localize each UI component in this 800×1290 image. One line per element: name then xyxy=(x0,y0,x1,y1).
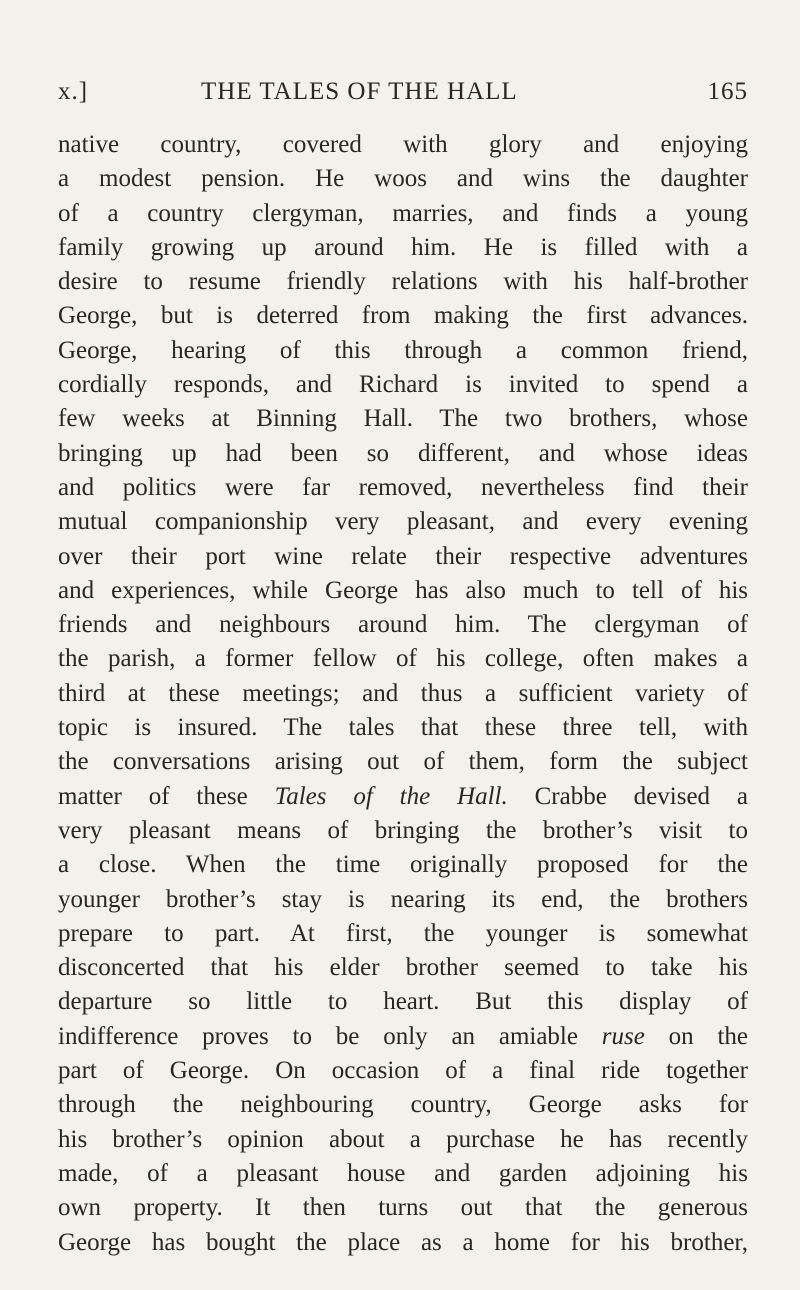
text-line xyxy=(58,540,748,574)
running-title: THE TALES OF THE HALL xyxy=(201,78,518,105)
chapter-marker: x.] xyxy=(58,78,89,105)
text-line xyxy=(58,471,748,505)
text-line xyxy=(58,1054,748,1088)
text-segment: younger brother’s stay is nearing its end, the brothers xyxy=(58,885,748,913)
text-segment: and politics were far removed, nevertheless find their xyxy=(58,473,748,501)
body-paragraph xyxy=(58,128,748,1260)
text-line xyxy=(58,1088,748,1122)
text-segment: few weeks at Binning Hall. The two brothers, whose xyxy=(58,405,748,433)
text-line xyxy=(58,985,748,1019)
text-segment: a modest pension. He woos and wins the daughter xyxy=(58,165,748,193)
text-segment: friends and neighbours around him. The clergyman of xyxy=(58,611,748,639)
text-segment: of a country clergyman, marries, and finds a young xyxy=(58,199,748,227)
text-segment: Crabbe devised a xyxy=(507,782,748,810)
text-segment: cordially responds, and Richard is invited to spend a xyxy=(58,371,748,399)
text-line xyxy=(58,128,748,162)
text-segment: over their port wine relate their respective adventures xyxy=(58,542,748,570)
text-segment: native country, covered with glory and enjoying xyxy=(58,131,748,158)
text-line xyxy=(58,917,748,951)
text-segment: George, hearing of this through a common friend, xyxy=(58,336,748,364)
text-line xyxy=(58,1226,748,1260)
text-line xyxy=(58,780,748,814)
text-segment: through the neighbouring country, George asks for xyxy=(58,1091,748,1119)
text-line xyxy=(58,402,748,436)
text-segment: prepare to part. At first, the younger is somewhat xyxy=(58,919,748,947)
text-segment: George has bought the place as a home for his brother, xyxy=(58,1228,748,1256)
text-segment: bringing up had been so different, and whose ideas xyxy=(58,439,748,467)
page-number: 165 xyxy=(707,78,748,105)
text-line xyxy=(58,197,748,231)
text-segment: matter of these xyxy=(58,782,275,810)
text-segment: the parish, a former fellow of his college, often makes a xyxy=(58,645,748,673)
text-segment: on the xyxy=(644,1022,748,1050)
text-segment: own property. It then turns out that the generous xyxy=(58,1194,748,1222)
text-line xyxy=(58,711,748,745)
running-head xyxy=(58,78,748,112)
text-line xyxy=(58,299,748,333)
text-line xyxy=(58,814,748,848)
text-segment: topic is insured. The tales that these three tell, with xyxy=(58,714,748,742)
text-line xyxy=(58,574,748,608)
text-line xyxy=(58,1123,748,1157)
text-line xyxy=(58,437,748,471)
text-line xyxy=(58,883,748,917)
text-segment: third at these meetings; and thus a sufficient variety of xyxy=(58,679,748,707)
text-segment: departure so little to heart. But this display of xyxy=(58,988,748,1016)
text-line xyxy=(58,608,748,642)
text-line xyxy=(58,677,748,711)
text-line xyxy=(58,642,748,676)
text-segment: and experiences, while George has also much to tell of his xyxy=(58,576,748,604)
text-segment: family growing up around him. He is filled with a xyxy=(58,233,748,261)
text-segment: George, but is deterred from making the first advances. xyxy=(58,302,748,330)
text-line xyxy=(58,265,748,299)
text-segment: his brother’s opinion about a purchase he has recently xyxy=(58,1125,748,1153)
text-line xyxy=(58,334,748,368)
text-segment: made, of a pleasant house and garden adjoining his xyxy=(58,1159,748,1187)
text-line xyxy=(58,505,748,539)
text-segment: mutual companionship very pleasant, and every evening xyxy=(58,508,748,536)
text-line xyxy=(58,745,748,779)
text-line xyxy=(58,1191,748,1225)
text-line xyxy=(58,1020,748,1054)
italic-text: Tales of the Hall. xyxy=(274,782,508,810)
text-segment: desire to resume friendly relations with his half-brother xyxy=(58,268,748,296)
text-line xyxy=(58,162,748,196)
text-segment: the conversations arising out of them, form the subject xyxy=(58,748,748,776)
text-segment: indifference proves to be only an amiable xyxy=(58,1022,602,1050)
text-line xyxy=(58,1157,748,1191)
text-segment: part of George. On occasion of a final ride together xyxy=(58,1057,748,1085)
text-line xyxy=(58,231,748,265)
italic-text: ruse xyxy=(601,1022,645,1050)
text-line xyxy=(58,951,748,985)
text-segment: a close. When the time originally proposed for the xyxy=(58,851,748,879)
text-line xyxy=(58,848,748,882)
text-segment: disconcerted that his elder brother seemed to take his xyxy=(58,954,748,982)
text-line xyxy=(58,368,748,402)
text-segment: very pleasant means of bringing the brother’s visit to xyxy=(58,816,748,844)
